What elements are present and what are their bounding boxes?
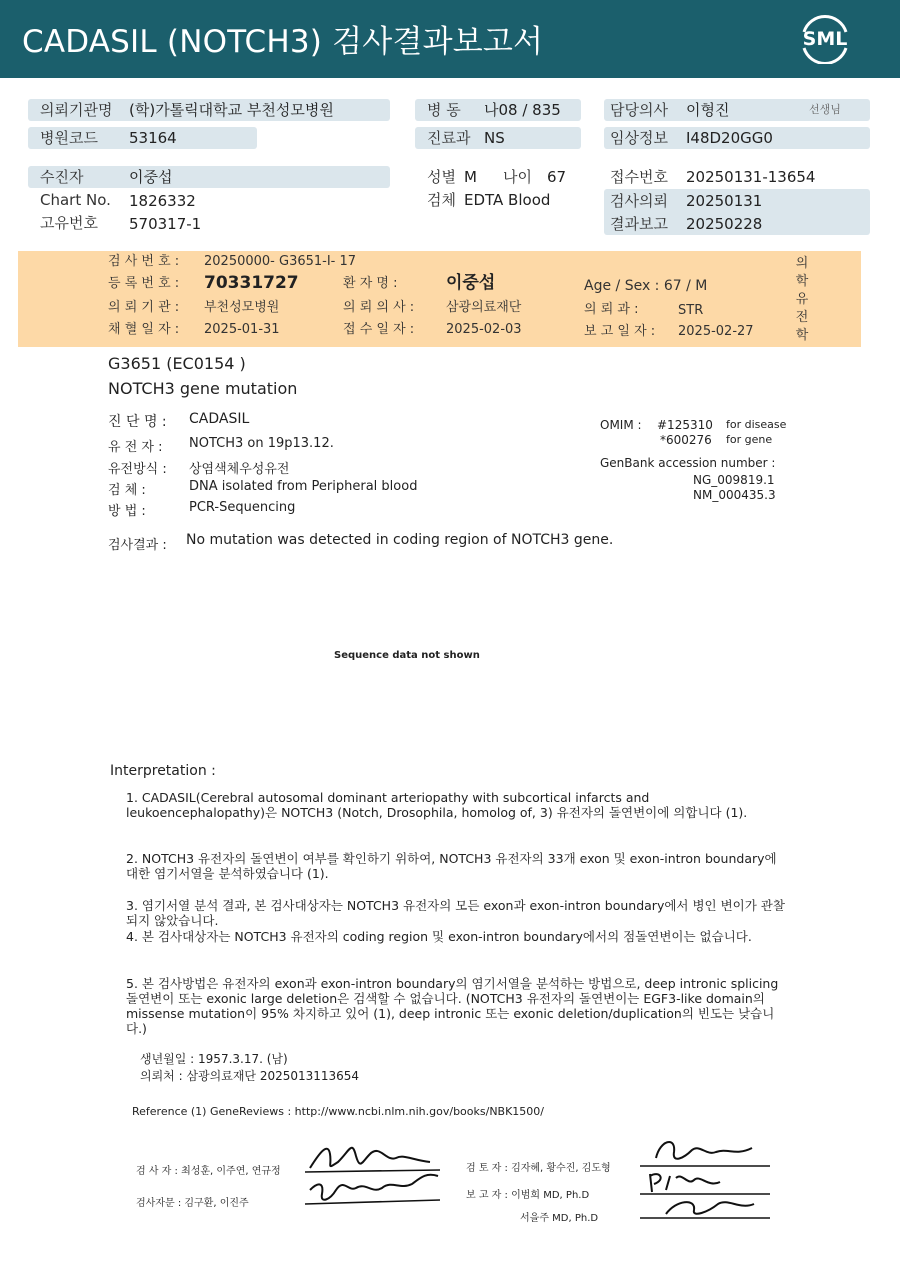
doctor-label: 담당의사 bbox=[610, 101, 668, 119]
unique-no-label: 고유번호 bbox=[40, 214, 98, 232]
band-collect-label: 채 혈 일 자 : bbox=[108, 322, 180, 337]
vertical-char: 학 bbox=[795, 274, 809, 289]
interpretation-5: 5. 본 검사방법은 유전자의 exon과 exon-intron boundary의 염기서열을 분석하는 방법으로, deep intronic splicing 돌연변이 또는 exonic large deletion은 검색할 수 없습니다. (NOTCH3 유전자의 돌연변이는 EGF3-like domain의 missense mutation이 95% 차지하고 있어 (1), deep intronic 또는 exonic deletion/duplication의 빈도는 낮습니다.) bbox=[126, 976, 779, 1036]
hospital-code-value: 53164 bbox=[129, 129, 177, 147]
doctor-value: 이형진 bbox=[686, 101, 730, 119]
method-label: 방 법 : bbox=[108, 504, 146, 519]
interpretation-1: 1. CADASIL(Cerebral autosomal dominant arteriopathy with subcortical infarcts and leukoencephalopathy)은 NOTCH3 (Notch, Drosophila, homolog of, 3) 유전자의 돌연변이에 의합니다 (1). bbox=[126, 790, 748, 820]
band-req-dept: STR bbox=[678, 303, 704, 318]
chart-no-label: Chart No. bbox=[40, 191, 111, 209]
tester-names: 검 사 자 : 최성훈, 이주연, 연규정 bbox=[136, 1166, 281, 1177]
diagnosis-value: CADASIL bbox=[189, 411, 250, 427]
test-name: NOTCH3 gene mutation bbox=[108, 379, 298, 398]
specimen-label: 검체 bbox=[427, 191, 456, 209]
test-request-value: 20250131 bbox=[686, 192, 763, 210]
band-patient: 이중섭 bbox=[446, 273, 496, 293]
band-test-no: 20250000- G3651-I- 17 bbox=[204, 254, 357, 269]
tester-signature bbox=[300, 1132, 450, 1210]
result-report-value: 20250228 bbox=[686, 215, 763, 233]
doctor-suffix: 선생님 bbox=[809, 103, 841, 116]
omim-gene-note: for gene bbox=[726, 433, 773, 446]
reference: Reference (1) GeneReviews : http://www.ncbi.nlm.nih.gov/books/NBK1500/ bbox=[132, 1105, 545, 1118]
interpretation-title: Interpretation : bbox=[110, 763, 216, 779]
band-req-doc-label: 의 뢰 의 사 : bbox=[343, 300, 415, 315]
date-of-birth: 생년월일 : 1957.3.17. (남) bbox=[140, 1052, 288, 1066]
interpretation-2: 2. NOTCH3 유전자의 돌연변이 여부를 확인하기 위하여, NOTCH3 유전자의 33개 exon 및 exon-intron boundary에 대한 염기서열을 분석하였습니다 (1). bbox=[126, 851, 777, 881]
genbank-ng: NG_009819.1 bbox=[693, 473, 775, 487]
genbank-nm: NM_000435.3 bbox=[693, 488, 776, 502]
age-value: 67 bbox=[547, 168, 567, 186]
age-label: 나이 bbox=[503, 168, 532, 186]
band-req-doc: 삼광의료재단 bbox=[446, 300, 522, 315]
result-label: 검사결과 : bbox=[108, 538, 167, 553]
ward-value: 나08 / 835 bbox=[484, 101, 561, 119]
clinical-info-label: 임상정보 bbox=[610, 129, 668, 147]
method-value: PCR-Sequencing bbox=[189, 500, 296, 515]
unique-no-value: 570317-1 bbox=[129, 215, 202, 233]
result-value: No mutation was detected in coding region of NOTCH3 gene. bbox=[186, 532, 614, 548]
logo-text: SML bbox=[802, 28, 848, 50]
reviewer-names: 검 토 자 : 김자혜, 황수진, 김도형 bbox=[466, 1163, 611, 1174]
institution-label: 의뢰기관명 bbox=[40, 101, 113, 119]
sex-value: M bbox=[464, 168, 477, 186]
reporter-name: 보 고 자 : 이범희 MD, Ph.D bbox=[466, 1190, 590, 1201]
omim-label: OMIM : bbox=[600, 418, 642, 432]
band-patient-label: 환 자 명 : bbox=[343, 276, 398, 291]
omim-gene: *600276 bbox=[660, 433, 712, 447]
vertical-char: 의 bbox=[795, 256, 809, 271]
report-header bbox=[0, 0, 900, 78]
band-reg-no: 70331727 bbox=[204, 273, 299, 293]
hospital-code-label: 병원코드 bbox=[40, 129, 98, 147]
inheritance-label: 유전방식 : bbox=[108, 462, 167, 477]
clinical-info-value: I48D20GG0 bbox=[686, 129, 773, 147]
band-report-date: 2025-02-27 bbox=[678, 324, 754, 339]
band-report-label: 보 고 일 자 : bbox=[584, 324, 656, 339]
test-code: G3651 (EC0154 ) bbox=[108, 354, 246, 373]
patient-value: 이중섭 bbox=[129, 168, 173, 186]
sequence-note: Sequence data not shown bbox=[334, 650, 480, 661]
tester-advisors: 검사자문 : 김구환, 이진주 bbox=[136, 1198, 249, 1209]
specimen-method-value: DNA isolated from Peripheral blood bbox=[189, 479, 418, 494]
vertical-char: 유 bbox=[795, 292, 809, 307]
reviewer-signature bbox=[636, 1130, 776, 1222]
receipt-no-label: 접수번호 bbox=[610, 168, 668, 186]
band-req-inst: 부천성모병원 bbox=[204, 300, 280, 315]
inheritance-value: 상염색체우성유전 bbox=[189, 462, 290, 477]
sex-label: 성별 bbox=[427, 168, 456, 186]
result-report-label: 결과보고 bbox=[610, 215, 668, 233]
interpretation-3: 3. 염기서열 분석 결과, 본 검사대상자는 NOTCH3 유전자의 모든 exon과 exon-intron boundary에서 병인 변이가 관찰되지 않았습니다. bbox=[126, 898, 785, 928]
gene-value: NOTCH3 on 19p13.12. bbox=[189, 436, 334, 451]
test-request-label: 검사의뢰 bbox=[610, 192, 668, 210]
band-receive-date: 2025-02-03 bbox=[446, 322, 522, 337]
specimen-value: EDTA Blood bbox=[464, 191, 551, 209]
chart-no-value: 1826332 bbox=[129, 192, 196, 210]
ward-label: 병 동 bbox=[427, 101, 461, 119]
band-reg-no-label: 등 록 번 호 : bbox=[108, 276, 180, 291]
sml-logo bbox=[798, 14, 852, 64]
vertical-char: 학 bbox=[795, 328, 809, 343]
band-age-sex: Age / Sex : 67 / M bbox=[584, 278, 708, 294]
band-vertical-text bbox=[793, 255, 811, 345]
reporter-name-2: 서을주 MD, Ph.D bbox=[520, 1213, 599, 1224]
institution-value: (학)가톨릭대학교 부천성모병원 bbox=[129, 101, 334, 119]
report-title: CADASIL (NOTCH3) 검사결과보고서 bbox=[22, 24, 544, 60]
requester: 의뢰처 : 삼광의료재단 2025013113654 bbox=[140, 1069, 360, 1083]
omim-disease-note: for disease bbox=[726, 418, 787, 431]
vertical-char: 전 bbox=[795, 310, 809, 325]
omim-disease: #125310 bbox=[657, 418, 713, 432]
genbank-label: GenBank accession number : bbox=[600, 456, 776, 470]
band-req-dept-label: 의 뢰 과 : bbox=[584, 302, 639, 317]
band-collect-date: 2025-01-31 bbox=[204, 322, 280, 337]
specimen-method-label: 검 체 : bbox=[108, 483, 146, 498]
department-label: 진료과 bbox=[427, 129, 471, 147]
department-value: NS bbox=[484, 129, 505, 147]
gene-label: 유 전 자 : bbox=[108, 440, 163, 455]
patient-label: 수진자 bbox=[40, 168, 84, 186]
diagnosis-label: 진 단 명 : bbox=[108, 414, 167, 430]
band-req-inst-label: 의 뢰 기 관 : bbox=[108, 300, 180, 315]
receipt-no-value: 20250131-13654 bbox=[686, 168, 816, 186]
band-test-no-label: 검 사 번 호 : bbox=[108, 254, 180, 269]
band-receive-label: 접 수 일 자 : bbox=[343, 322, 415, 337]
interpretation-4: 4. 본 검사대상자는 NOTCH3 유전자의 coding region 및 exon-intron boundary에서의 점돌연변이는 없습니다. bbox=[126, 929, 752, 944]
